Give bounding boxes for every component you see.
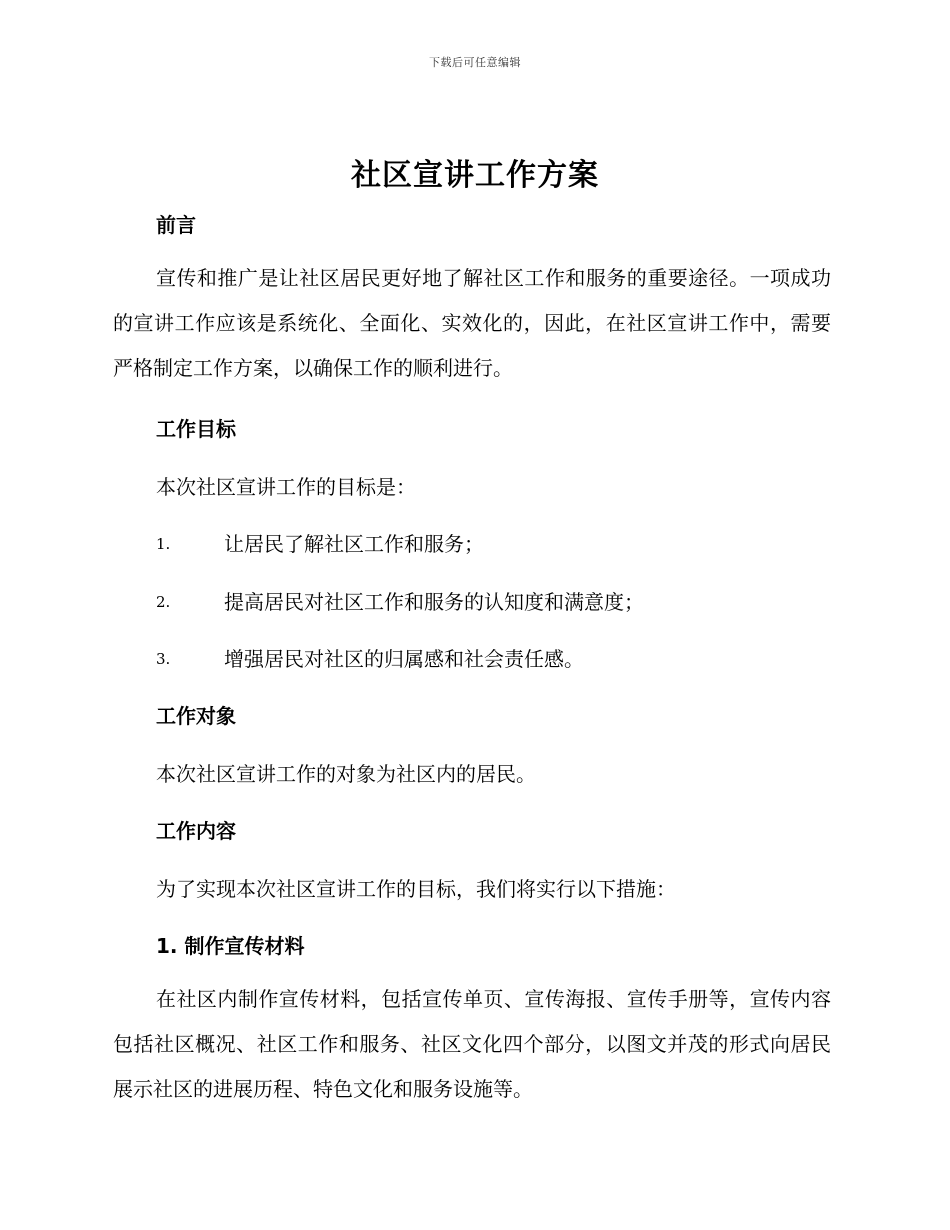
- heading-audience: 工作对象: [156, 704, 236, 728]
- list-text: 让居民了解社区工作和服务；: [224, 532, 484, 556]
- goal-item-3: [156, 643, 584, 672]
- heading-preface: 前言: [156, 213, 196, 237]
- heading-content: 工作内容: [156, 819, 236, 843]
- document-title: 社区宣讲工作方案: [351, 158, 599, 193]
- preface-paragraph: 宣传和推广是让社区居民更好地了解社区工作和服务的重要途径。一项成功的宣讲工作应该是系统化、全面化、实效化的，因此，在社区宣讲工作中，需要严格制定工作方案，以确保工作的顺利进行。: [113, 266, 831, 380]
- goal-item-1: [156, 528, 484, 557]
- list-number: 2.: [156, 593, 171, 611]
- audience-text: 本次社区宣讲工作的对象为社区内的居民。: [156, 762, 536, 786]
- list-number: 1.: [156, 535, 171, 553]
- goal-item-2: [156, 586, 644, 615]
- header-note: 下载后可任意编辑: [429, 56, 521, 69]
- heading-goals: 工作目标: [156, 417, 236, 441]
- list-text: 提高居民对社区工作和服务的认知度和满意度；: [224, 590, 644, 614]
- list-text: 增强居民对社区的归属感和社会责任感。: [224, 647, 584, 671]
- subheading-materials: 1. 制作宣传材料: [156, 934, 305, 958]
- materials-paragraph: 在社区内制作宣传材料，包括宣传单页、宣传海报、宣传手册等，宣传内容包括社区概况、社区工作和服务、社区文化四个部分，以图文并茂的形式向居民展示社区的进展历程、特色文化和服务设施等。: [113, 987, 831, 1101]
- list-number: 3.: [156, 650, 171, 668]
- content-intro: 为了实现本次社区宣讲工作的目标，我们将实行以下措施：: [156, 877, 676, 901]
- goals-intro: 本次社区宣讲工作的目标是：: [156, 475, 416, 499]
